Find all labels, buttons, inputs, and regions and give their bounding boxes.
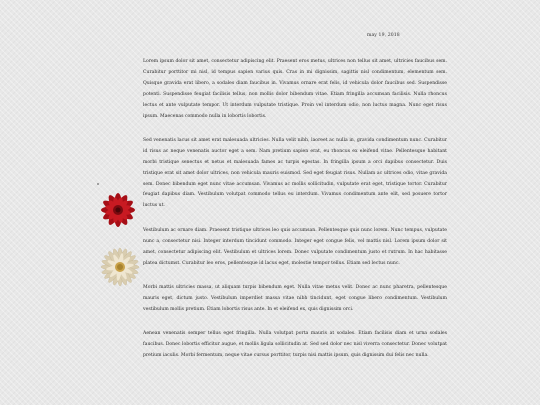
paragraph: Vestibulum ac ornare diam. Praesent tristique ultrices leo quis accumsan. Pellentesque quis nunc lorem. Nunc tempus, vulputate nunc a, consectetur nisi. Integer interdum tincidunt commodo. Integer eget congue felis, vel mattis nisl. Lorem ipsum dolor sit amet, consectetur adipiscing elit. Vestibulum et ultrices lorem. Donec vulputate condimentum justo et rutrum. In hac habitasse platea dictumst. Curabitur leo eros, pellentesque id lacus eget, molestie tempor tellus. Etiam sed lectus nunc. xyxy=(143,227,447,266)
white-daisy-icon xyxy=(98,245,142,289)
paragraph: Lorem ipsum dolor sit amet, consectetur adipiscing elit. Praesent eros metus, ultrices non tellus sit amet, ultricies faucibus sem. Curabitur porttitor mi nisl, id tempus sapien varius quis. Cras in mi dignissim, sagittis nisl condimentum, elementum sem. Quisque gravida erat libero, a sodales diam faucibus in. Vivamus ornare erat felis, id vehicula dolor faucibus sed. Suspendisse potenti. Suspendisse feugiat facilisis tellus, non mollis dolor bibendum vitae. Etiam fringilla accumsan facilisis. Nulla rhoncus lectus et ante vulputate tempor. Ut interdum vulputate tristique. Proin vel interdum odio, non luctus magna. Nunc eget risus ipsum. Maecenas commodo nulla in lobortis lobortis. xyxy=(143,59,447,119)
article-body xyxy=(143,57,447,375)
post-date: may 19, 2018 xyxy=(367,33,400,38)
paragraph: Aenean venenatis semper tellus eget fringilla. Nulla volutpat porta mauris at sodales. Etiam facilisis diam et urna sodales faucibus. Donec lobortis efficitur augue, et mollis ligula sollicitudin at. Sed sed dolor nec nisl viverra consectetur. Donec volutpat pretium iaculis. Morbi fermentum, neque vitae cursus porttitor, turpis nisi mattis ipsum, quis dignissim dui felis nec nulla. xyxy=(143,331,447,358)
small-dot xyxy=(97,183,99,185)
paragraph: Sed venenatis lacus sit amet erat malesuada ultricies. Nulla velit nibh, laoreet ac nulla in, gravida condimentum nunc. Curabitur id risus ac neque venenatis auctor eget a sem. Nam pretium sapien erat, eu rhoncus ex eleifend vitae. Pellentesque habitant morbi tristique senectus et netus et malesuada fames ac turpis egestas. In fringilla ipsum a orci dapibus consectetur. Duis tristique erat sit amet dolor ultrices, non vehicula mauris euismod. Sed eget feugiat risus. Nullam ac ultrices odio, vitae gravida sem. Donec bibendum eget nunc vitae accumsan. Vivamus ac mollis sollicitudin, vulputate erat eget, tristique tortor. Curabitur feugiat dapibus diam. Vestibulum volutpat commodo tellus eu interdum. Vivamus condimentum ante elit, sed posuere tortor luctus ut. xyxy=(143,137,447,209)
paragraph: Morbi mattis ultricies massa, ut aliquam turpis bibendum eget. Nulla vitae metus velit. Donec ac nunc pharetra, pellentesque mauris eget, dictum justo. Vestibulum imperdiet massa vitae nibh tincidunt, eget congue libero condimentum. Vestibulum vestibulum mollis pretium. Etiam lobortis risus ante. In et eleifend ex, quis dignissim orci. xyxy=(143,284,447,312)
red-flower-icon xyxy=(98,190,138,230)
